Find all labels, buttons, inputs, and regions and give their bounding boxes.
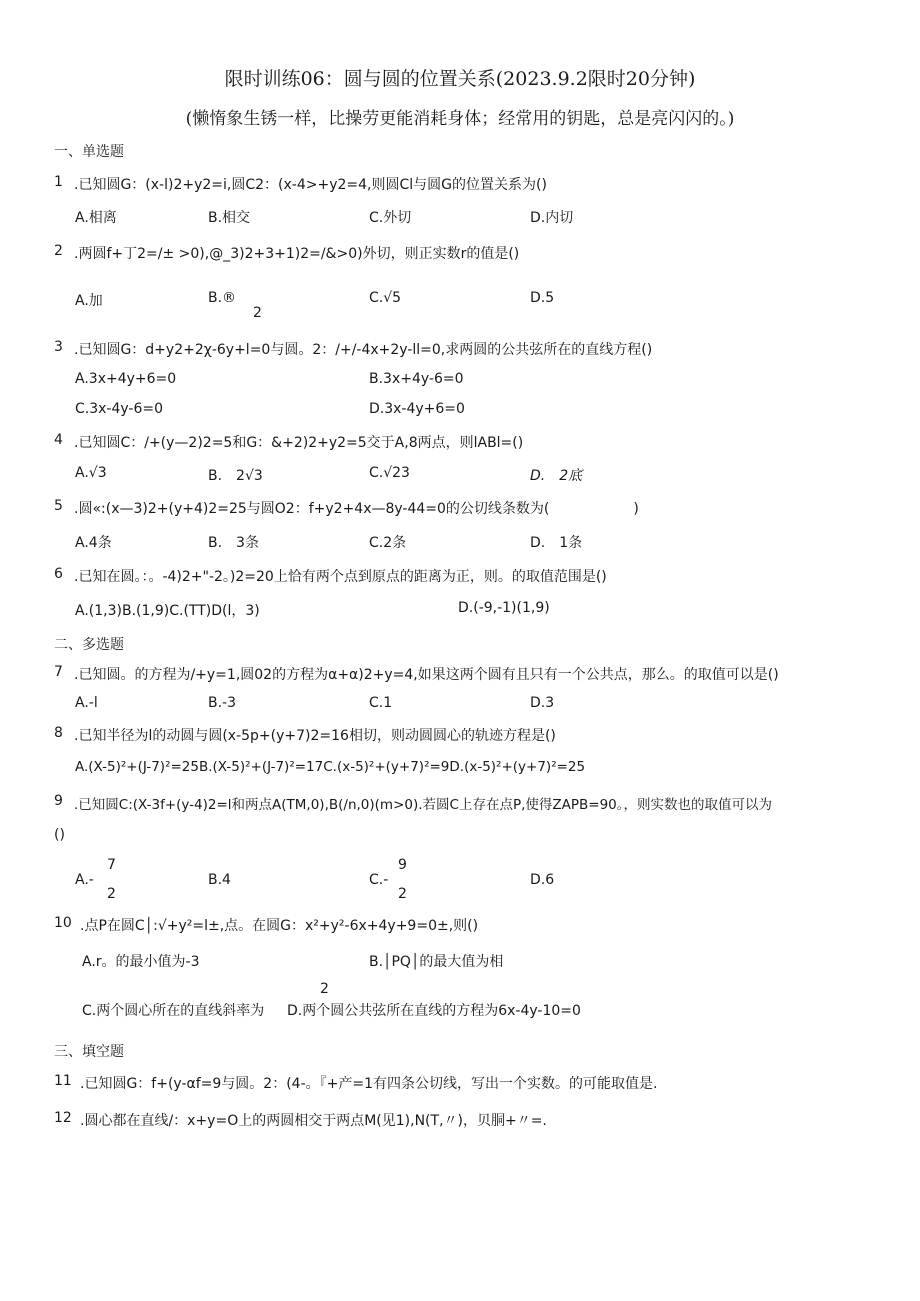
option-b: B. 2√3 bbox=[208, 468, 263, 484]
option-d: D.6 bbox=[530, 872, 555, 888]
fraction-denominator: 2 bbox=[320, 981, 329, 997]
option-b: B. 3条 bbox=[208, 535, 259, 551]
option-d: D.3x-4y+6=0 bbox=[369, 401, 465, 417]
fraction-numerator: 9 bbox=[398, 857, 407, 873]
option-c: C.√23 bbox=[369, 465, 410, 481]
fraction-denominator: 2 bbox=[253, 305, 262, 321]
question-number: 6 bbox=[54, 566, 63, 582]
question-number: 9 bbox=[54, 793, 63, 809]
section-heading-multiple-choice: 二、多选题 bbox=[54, 637, 124, 653]
question-text: .已知半径为l的动圆与圆(x-5p+(y+7)2=16相切，则动圆圆心的轨迹方程是() bbox=[74, 728, 556, 744]
question-text: .圆心都在直线/：x+y=O上的两圆相交于两点M(见1),N(T,〃)，贝胴+〃=. bbox=[80, 1113, 547, 1129]
question-text: .已知圆G：(x-l)2+y2=i,圆C2：(x-4>+y2=4,则圆Cl与圆G的位置关系为() bbox=[74, 177, 547, 193]
question-text: .已知圆C：/+(y—2)2=5和G：&+2)2+y2=5交于A,8两点，则lABl=() bbox=[74, 435, 524, 451]
question-text: .已知圆。的方程为/+y=1,圆02的方程为α+α)2+y=4,如果这两个圆有且只有一个公共点，那么。的取值可以是() bbox=[74, 667, 779, 683]
question-number: 11 bbox=[54, 1073, 72, 1089]
question-text: .已知圆G：d+y2+2χ-6y+l=0与圆。2：/+/-4x+2y-ll=0,求两圆的公共弦所在的直线方程() bbox=[74, 342, 653, 358]
option-d: D. 2底 bbox=[530, 468, 583, 484]
option-a: A.3x+4y+6=0 bbox=[75, 371, 177, 387]
question-text: .两圆f+丁2=/± >0),@_3)2+3+1)2=/&>0)外切，则正实数r的值是() bbox=[74, 246, 520, 262]
option-abcd: A.(X-5)²+(J-7)²=25B.(X-5)²+(J-7)²=17C.(x-5)²+(y+7)²=9D.(x-5)²+(y+7)²=25 bbox=[75, 759, 586, 775]
option-a: A.- bbox=[75, 872, 94, 888]
option-c: C.外切 bbox=[369, 210, 412, 226]
question-number: 3 bbox=[54, 339, 63, 355]
option-b: B.4 bbox=[208, 872, 231, 888]
option-c: C.1 bbox=[369, 695, 393, 711]
motto: (懒惰象生锈一样，比操劳更能消耗身体；经常用的钥匙，总是亮闪闪的。) bbox=[185, 109, 735, 129]
question-text: .圆«:(x—3)2+(y+4)2=25与圆O2：f+y2+4x—8y-44=0的公切线条数为( ) bbox=[74, 501, 639, 517]
question-number: 1 bbox=[54, 174, 63, 190]
option-abc: A.(1,3)B.(1,9)C.(TT)D(l，3) bbox=[75, 603, 260, 619]
section-heading-single-choice: 一、单选题 bbox=[54, 144, 124, 160]
question-text: .点P在圆C│:√+y²=l±,点。在圆G：x²+y²-6x+4y+9=0±,则() bbox=[80, 918, 479, 934]
page-title: 限时训练06：圆与圆的位置关系(2023.9.2限时20分钟) bbox=[224, 68, 696, 90]
option-d: D.两个圆公共弦所在直线的方程为6x-4y-10=0 bbox=[287, 1003, 581, 1019]
option-a: A.r。的最小值为-3 bbox=[82, 954, 200, 970]
fraction-denominator: 2 bbox=[398, 886, 407, 902]
option-c: C.2条 bbox=[369, 535, 407, 551]
option-b: B.-3 bbox=[208, 695, 237, 711]
option-c: C.√5 bbox=[369, 290, 402, 306]
question-number: 12 bbox=[54, 1110, 72, 1126]
option-d: D. 1条 bbox=[530, 535, 583, 551]
option-c: C.3x-4y-6=0 bbox=[75, 401, 164, 417]
option-d: D.3 bbox=[530, 695, 555, 711]
option-a: A.√3 bbox=[75, 465, 107, 481]
fraction-numerator: 7 bbox=[107, 857, 116, 873]
fraction-denominator: 2 bbox=[107, 886, 116, 902]
option-d: D.(-9,-1)(1,9) bbox=[458, 600, 550, 616]
option-a: A.4条 bbox=[75, 535, 112, 551]
question-number: 2 bbox=[54, 243, 63, 259]
question-number: 5 bbox=[54, 498, 63, 514]
option-d: D.5 bbox=[530, 290, 555, 306]
section-heading-fill-in: 三、填空题 bbox=[54, 1044, 124, 1060]
option-c: C.两个圆心所在的直线斜率为 bbox=[82, 1003, 265, 1019]
option-a: A.相离 bbox=[75, 210, 117, 226]
option-b: B.3x+4y-6=0 bbox=[369, 371, 464, 387]
option-b: B.® bbox=[208, 290, 237, 306]
question-text-continued: () bbox=[54, 827, 65, 843]
option-d: D.内切 bbox=[530, 210, 574, 226]
question-number: 7 bbox=[54, 664, 63, 680]
option-c: C.- bbox=[369, 872, 389, 888]
question-number: 4 bbox=[54, 432, 63, 448]
question-text: .已知在圆。：。-4)2+"-2。)2=20上恰有两个点到原点的距离为正，则。的取值范围是() bbox=[74, 569, 607, 585]
option-b: B.相交 bbox=[208, 210, 251, 226]
option-a: A.-l bbox=[75, 695, 98, 711]
question-text: .已知圆G：f+(y-αf=9与圆。2：(4-。『+产=1有四条公切线，写出一个实数。的可能取值是. bbox=[80, 1076, 658, 1092]
option-a: A.加 bbox=[75, 293, 103, 309]
question-text: .已知圆C:(X-3f+(y-4)2=l和两点A(TM,0),B(∕n,0)(m>0).若圆C上存在点P,使得ZAPB=90。，则实数也的取值可以为 bbox=[74, 797, 773, 813]
question-number: 10 bbox=[54, 915, 72, 931]
option-b: B.│PQ│的最大值为相 bbox=[369, 954, 504, 970]
question-number: 8 bbox=[54, 725, 63, 741]
